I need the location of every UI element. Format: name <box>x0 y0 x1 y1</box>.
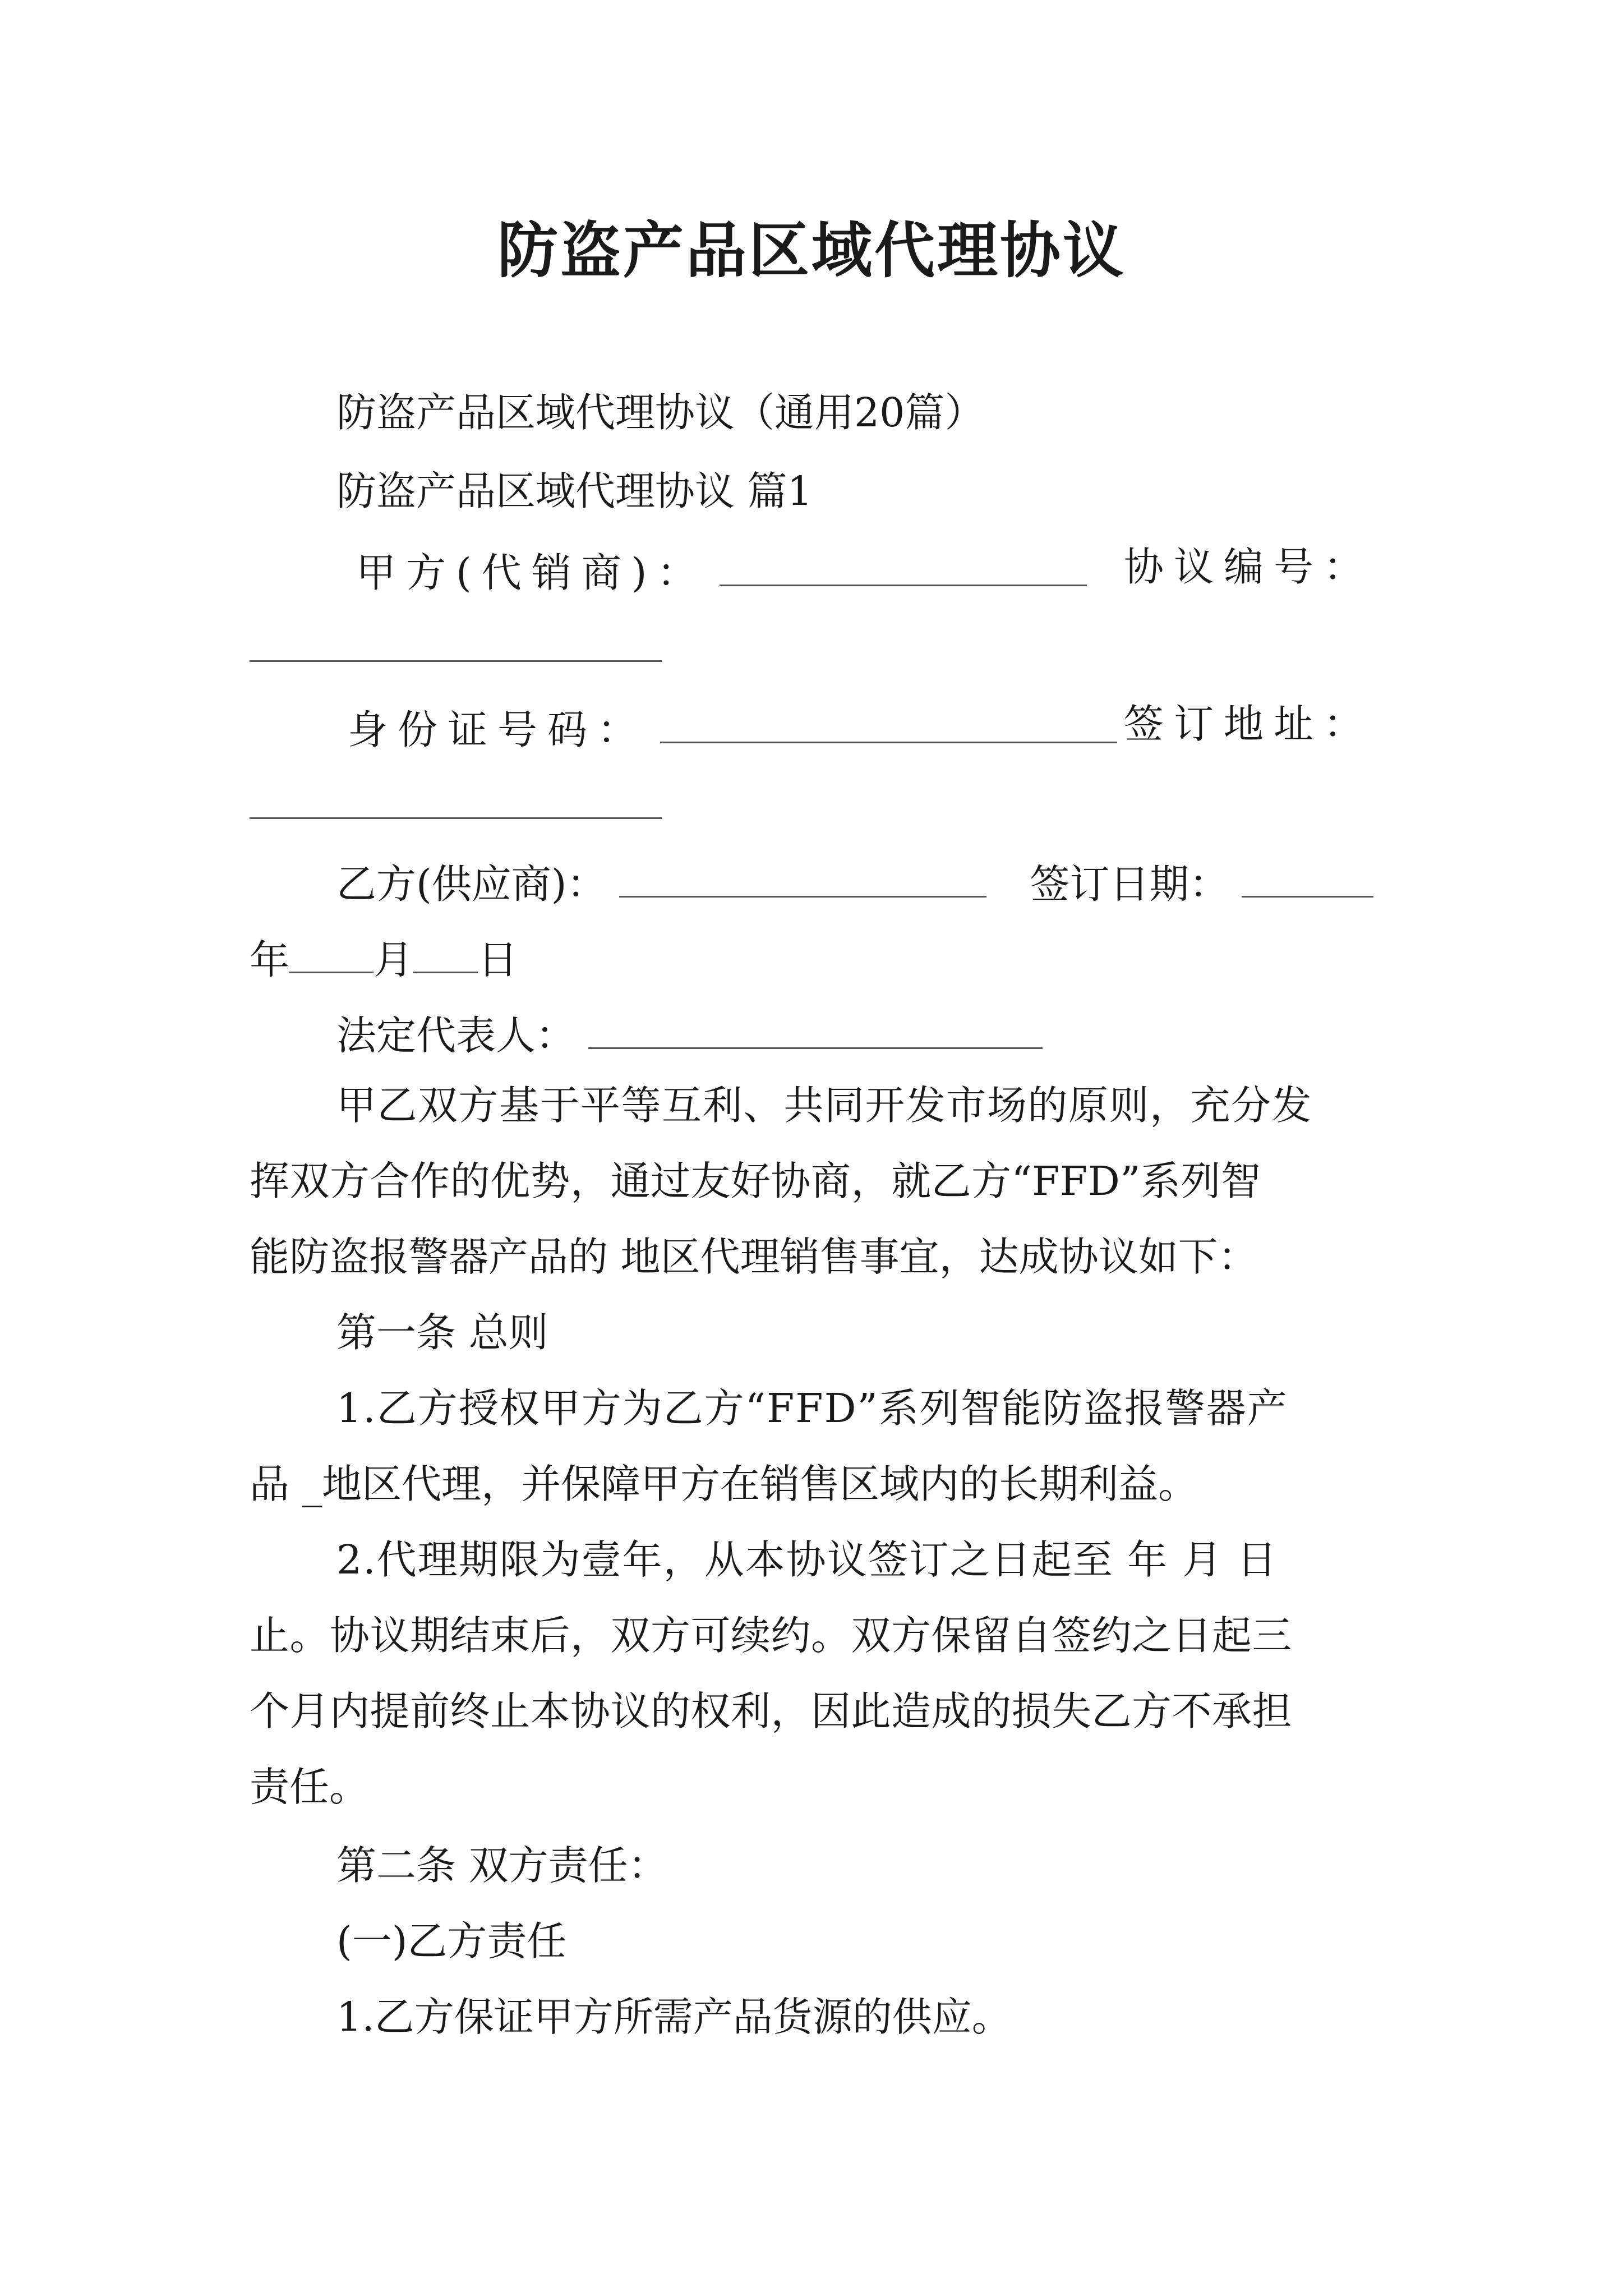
sign-date-row <box>1030 858 1373 908</box>
article-1-item-2-cont: 止。协议期结束后，双方可续约。双方保留自签约之日起三 <box>250 1612 1293 1659</box>
article-1-item-1: 1.乙方授权甲方为乙方“FFD”系列智能防盗报警器产 <box>336 1385 1288 1432</box>
party-a-label: 甲方(代销商)： <box>356 549 707 596</box>
party-b-row <box>336 858 986 908</box>
intro-paragraph-line: 甲乙双方基于平等互利、共同开发市场的原则，充分发 <box>336 1082 1313 1129</box>
sign-date-label: 签订日期： <box>1030 861 1229 908</box>
id-number-label: 身份证号码： <box>348 706 648 753</box>
article-1-item-1-cont: 品 _地区代理，并保障甲方在销售区域内的长期利益。 <box>250 1461 1198 1507</box>
sign-date-row-2 <box>250 934 518 983</box>
legal-rep-row <box>336 1010 1043 1059</box>
intro-paragraph-line: 能防盗报警器产品的 地区代理销售事宜，达成协议如下： <box>250 1234 1258 1280</box>
document-subtitle: 防盗产品区域代理协议（通用20篇） <box>336 389 985 436</box>
sign-address-label: 签订地址： <box>1123 701 1373 747</box>
day-label: 日 <box>478 936 518 983</box>
party-a-blank <box>720 547 1087 586</box>
agreement-no-blank <box>250 623 662 668</box>
article-1-item-2-cont: 责任。 <box>250 1764 370 1810</box>
article-1-item-2: 2.代理期限为壹年，从本协议签订之日起至 年 月 日 <box>336 1536 1278 1583</box>
agreement-no-label: 协议编号： <box>1123 544 1373 590</box>
legal-rep-label: 法定代表人： <box>336 1012 576 1059</box>
year-label: 年 <box>250 936 290 983</box>
article-1-heading: 第一条 总则 <box>336 1309 548 1356</box>
party-b-blank <box>619 858 986 898</box>
party-b-label: 乙方(供应商)： <box>336 861 607 908</box>
sign-date-year-blank <box>1242 858 1373 898</box>
legal-rep-blank <box>588 1010 1043 1049</box>
page-title: 防盗产品区域代理协议 <box>497 215 1126 286</box>
party-b-duty-item-1: 1.乙方保证甲方所需产品货源的供应。 <box>336 1994 1012 2040</box>
section-heading: 防盗产品区域代理协议 篇1 <box>336 468 813 514</box>
party-a-row <box>356 547 1087 596</box>
sign-address-blank <box>250 780 662 825</box>
month-label: 月 <box>374 936 414 983</box>
id-number-blank <box>660 704 1117 743</box>
day-blank <box>413 934 478 973</box>
intro-paragraph-line: 挥双方合作的优势，通过友好协商，就乙方“FFD”系列智 <box>250 1158 1261 1204</box>
article-1-item-2-cont: 个月内提前终止本协议的权利，因此造成的损失乙方不承担 <box>250 1688 1293 1734</box>
party-b-duties-heading: (一)乙方责任 <box>336 1918 567 1964</box>
id-number-row <box>348 704 1117 753</box>
month-blank <box>289 934 374 973</box>
article-2-heading: 第二条 双方责任： <box>336 1842 668 1889</box>
